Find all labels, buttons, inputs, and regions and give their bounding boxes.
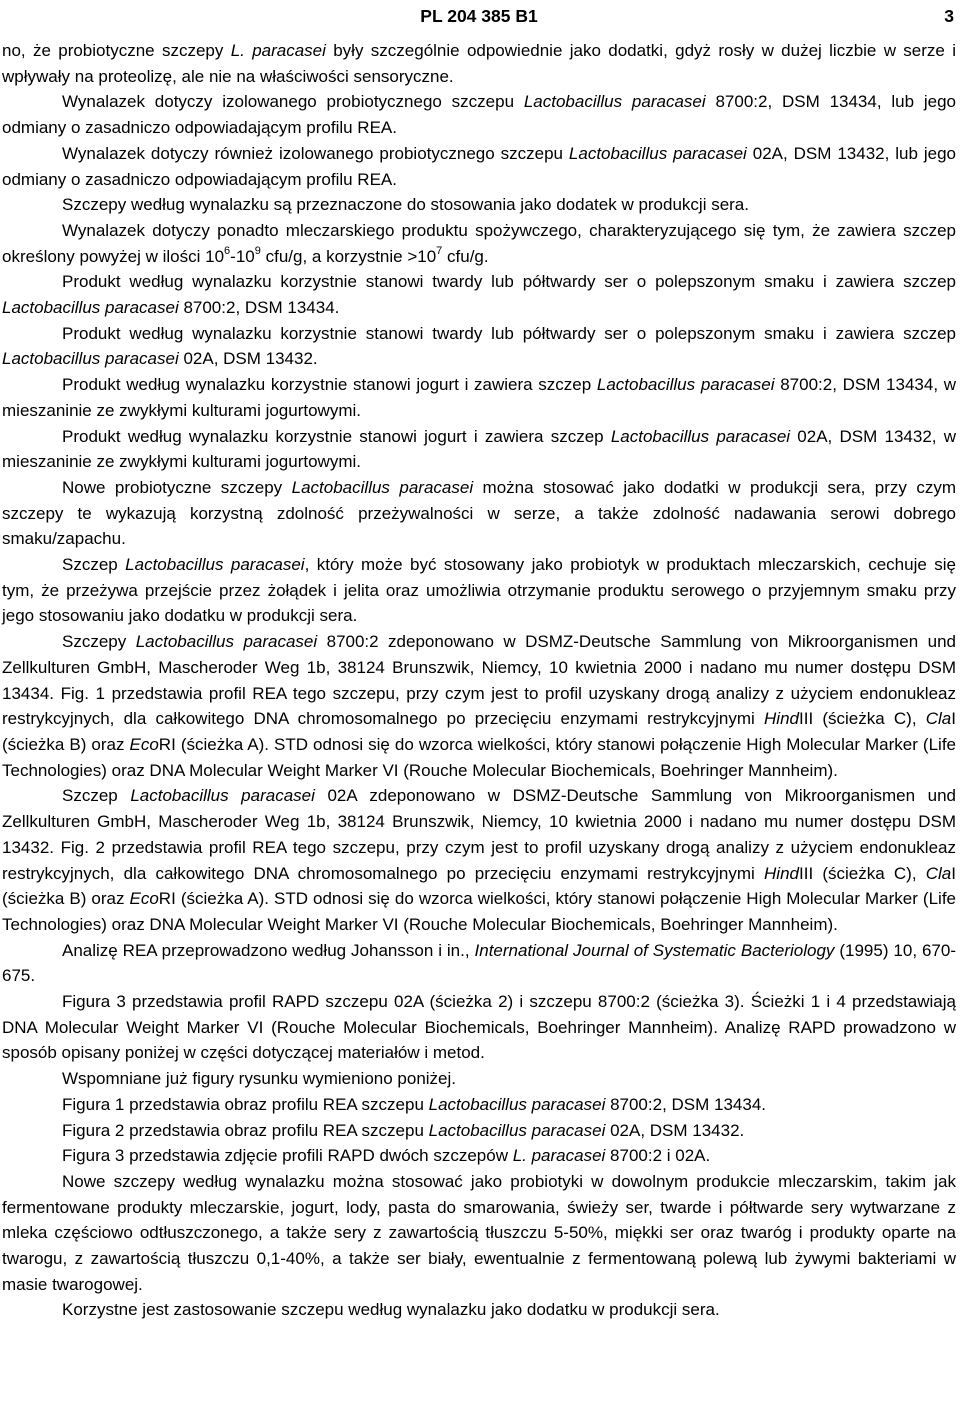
text-run: i zawiera szczep <box>823 272 956 292</box>
paragraph <box>2 552 956 629</box>
text-run: RI (ścieżka A). STD odnosi się do wzorca wielkości, który stanowi połączenie High Molecular Marker (Life Technologies) oraz DNA Molecular Weight Marker VI (Rouche Molecular Biochemicals, Boehringer Mannheim). <box>2 889 956 934</box>
text-run: 8700:2, DSM 13434. <box>178 298 340 318</box>
text-run: Figura 1 przedstawia obraz profilu REA szczepu <box>62 1094 429 1114</box>
text-run: RI (ścieżka A). STD odnosi się do wzorca wielkości, który stanowi połączenie High Molecular Marker (Life Technologies) oraz DNA Molecular Weight Marker VI (Rouche Molecular Biochemicals, Boehringer Mannheim). <box>2 734 956 780</box>
paragraph <box>2 1169 956 1298</box>
paragraph <box>2 192 956 218</box>
paragraph <box>2 938 956 989</box>
text-run: Szczep <box>62 786 131 806</box>
text-run: 8700:2 i 02A. <box>605 1146 711 1166</box>
italic-text: Lactobacillus paracasei <box>523 92 706 112</box>
text-run: Korzystne jest zastosowanie szczepu według wynalazku jako dodatku w produkcji sera. <box>62 1300 720 1320</box>
italic-text: Eco <box>129 889 159 909</box>
text-run: Nowe probiotyczne szczepy <box>62 477 292 497</box>
paragraph <box>2 141 956 192</box>
paragraph <box>2 269 956 320</box>
superscript-text: 6 <box>224 244 231 257</box>
text-run: 8700:2, DSM 13434. <box>605 1094 767 1114</box>
italic-text: L. paracasei <box>512 1146 606 1166</box>
text-run: Wynalazek dotyczy ponadto mleczarskiego produktu spożywczego, charakteryzującego się tym, że zawiera szczep określony powyżej w ilości 10 <box>2 220 956 266</box>
text-run: I (ścieżka B) oraz <box>2 709 956 754</box>
paragraph <box>2 1066 956 1092</box>
text-run: Wspomniane już figury rysunku wymieniono poniżej. <box>62 1069 457 1089</box>
text-run: 8700:2, DSM 13434, lub jego odmiany o zasadniczo odpowiadającym profilu REA. <box>2 92 957 138</box>
page-header <box>2 4 956 38</box>
document-body <box>2 38 956 1323</box>
text-run: Produkt według wynalazku korzystnie stanowi jogurt i zawiera szczep <box>62 375 597 395</box>
text-run: Analizę REA przeprowadzono według Johansson i in., <box>62 940 475 960</box>
text-run: Szczepy <box>62 632 136 652</box>
text-run: , który może być stosowany jako probiotyk w produktach mleczarskich, cechuje się tym, że przeżywa przejście przez żołądek i jelita oraz umożliwia otrzymanie produktu serowego o przyjemnym smaku przy jego stosowaniu jako dodatku w produkcji sera. <box>2 555 956 626</box>
italic-text: Lactobacillus paracasei <box>291 477 474 497</box>
italic-text: Hind <box>764 863 799 883</box>
italic-text: Lactobacillus paracasei <box>130 786 315 806</box>
italic-text: Lactobacillus paracasei <box>2 349 179 369</box>
italic-text: Lactobacillus paracasei <box>428 1120 606 1140</box>
text-run: Wynalazek dotyczy izolowanego probiotycznego szczepu <box>62 92 524 112</box>
text-run: można stosować jako dodatki w produkcji sera, przy czym szczepy te wykazują korzystną zdolność przeżywalności w serze, a także zdolność nadawania serowi dobrego smaku/zapachu. <box>2 477 956 549</box>
text-run: Wynalazek dotyczy również izolowanego probiotycznego szczepu <box>62 143 569 163</box>
paragraph <box>2 424 956 475</box>
italic-text: International Journal of Systematic Bacteriology <box>474 940 835 960</box>
text-run: 02A, DSM 13432, lub jego odmiany o zasadniczo odpowiadającym profilu REA. <box>2 143 957 189</box>
superscript-text: 7 <box>436 244 443 257</box>
text-run: 02A, DSM 13432. <box>178 349 318 369</box>
paragraph <box>2 475 956 552</box>
italic-text: Lactobacillus paracasei <box>125 555 305 575</box>
text-run: I (ścieżka B) oraz <box>2 863 956 909</box>
text-run: 8700:2 zdeponowano w DSMZ-Deutsche Sammlung von Mikroorganismen und Zellkulturen GmbH, Mascheroder Weg 1b, 38124 Brunszwik, Niemcy, 10 kwietnia 2000 i nadano mu numer dostępu DSM 13434. Fig. 1 przedstawia profil REA tego szczepu, przy czym jest to profil uzyskany drogą analizy z użyciem endonukleaz restrykcyjnych, dla całkowitego DNA chromosomalnego po przecięciu enzymami restrykcyjnymi <box>2 632 956 729</box>
italic-text: Lactobacillus paracasei <box>610 426 791 446</box>
text-run: 8700:2, DSM 13434, w mieszaninie ze zwykłymi kulturami jogurtowymi. <box>2 375 956 420</box>
italic-text: Lactobacillus paracasei <box>2 298 179 318</box>
text-run: Szczep <box>62 555 126 575</box>
paragraph <box>2 89 956 140</box>
superscript-text: 9 <box>254 244 261 257</box>
paragraph <box>2 218 956 269</box>
italic-text: Lactobacillus paracasei <box>428 1094 606 1114</box>
italic-text: L. paracasei <box>230 41 326 60</box>
paragraph <box>2 1118 956 1144</box>
text-run: 02A zdeponowano w DSMZ-Deutsche Sammlung von Mikroorganismen und Zellkulturen GmbH, Mascheroder Weg 1b, 38124 Brunszwik, Niemcy, 10 kwietnia 2000 i nadano mu numer dostępu DSM 13432. Fig. 2 przedstawia profil REA tego szczepu, przy czym jest to profil uzyskany drogą analizy z użyciem endonukleaz restrykcyjnych, dla całkowitego DNA chromosomalnego po przecięciu enzymami restrykcyjnymi <box>2 786 956 883</box>
text-run: Produkt według wynalazku korzystnie stanowi twardy lub półtwardy ser o polepszonym smaku i zawiera szczep <box>62 323 956 343</box>
paragraph <box>2 629 956 783</box>
paragraph <box>2 321 956 372</box>
paragraph <box>2 1092 956 1118</box>
text-run: 02A, DSM 13432. <box>605 1120 745 1140</box>
text-run: Produkt według wynalazku korzystnie stanowi jogurt i zawiera szczep <box>62 426 611 446</box>
italic-text: Eco <box>129 734 159 754</box>
paragraph <box>2 1143 956 1169</box>
text-run: Figura 3 przedstawia profil RAPD szczepu 02A (ścieżka 2) i szczepu 8700:2 (ścieżka 3). Ścieżki 1 i 4 przedstawiają DNA Molecular Weight Marker VI (Rouche Molecular Biochemicals, Boehringer Mannheim). Analizę RAPD prowadzono w sposób opisany poniżej w części dotyczącej materiałów i metod. <box>2 992 956 1063</box>
paragraph <box>2 372 956 423</box>
italic-text: Hind <box>764 709 799 729</box>
text-run: cfu/g. <box>442 246 489 266</box>
text-run: Produkt według wynalazku korzystnie stanowi twardy lub półtwardy ser o polepszonym smaku <box>62 272 824 292</box>
text-run: Figura 3 przedstawia zdjęcie profili RAPD dwóch szczepów <box>62 1146 513 1166</box>
text-run: Szczepy według wynalazku są przeznaczone do stosowania jako dodatek w produkcji sera. <box>62 195 749 215</box>
text-run: III (ścieżka C), <box>799 709 926 729</box>
italic-text: Lactobacillus paracasei <box>568 143 747 163</box>
patent-number: PL 204 385 B1 <box>420 6 538 26</box>
italic-text: Lactobacillus paracasei <box>596 375 775 395</box>
text-run: (1995) 10, 670-675. <box>2 940 957 986</box>
text-run: III (ścieżka C), <box>799 863 926 883</box>
text-run: Nowe szczepy według wynalazku można stosować jako probiotyki w dowolnym produkcie mleczarskim, takim jak fermentowane produkty mleczarskie, jogurt, lody, pasta do smarowania, świeży ser, twarde i półtwarde sery wytwarzane z mleka częściowo odtłuszczonego, a także sery z zawartością tłuszczu 5-50%, miękki ser oraz twaróg i produkty oparte na twarogu, z zawartością tłuszczu 0,1-40%, a także ser biały, ewentualnie z fermentowaną polewą lub żywymi bakteriami w masie twarogowej. <box>2 1171 956 1294</box>
page-number: 3 <box>944 6 954 26</box>
italic-text: Cla <box>925 709 952 729</box>
paragraph <box>2 38 956 89</box>
text-run: -10 <box>230 246 255 266</box>
text-run: 02A, DSM 13432, w mieszaninie ze zwykłymi kulturami jogurtowymi. <box>2 426 957 472</box>
text-run: były szczególnie odpowiednie jako dodatki, gdyż rosły w dużej liczbie w serze i wpływały na proteolizę, ale nie na właściwości sensoryczne. <box>2 41 956 86</box>
paragraph <box>2 1297 956 1323</box>
text-run: Figura 2 przedstawia obraz profilu REA szczepu <box>62 1120 429 1140</box>
paragraph <box>2 989 956 1066</box>
text-run: cfu/g, a korzystnie >10 <box>260 246 437 266</box>
italic-text: Cla <box>925 863 952 883</box>
text-run: no, że probiotyczne szczepy <box>2 41 231 60</box>
italic-text: Lactobacillus paracasei <box>135 632 318 652</box>
paragraph <box>2 783 956 937</box>
